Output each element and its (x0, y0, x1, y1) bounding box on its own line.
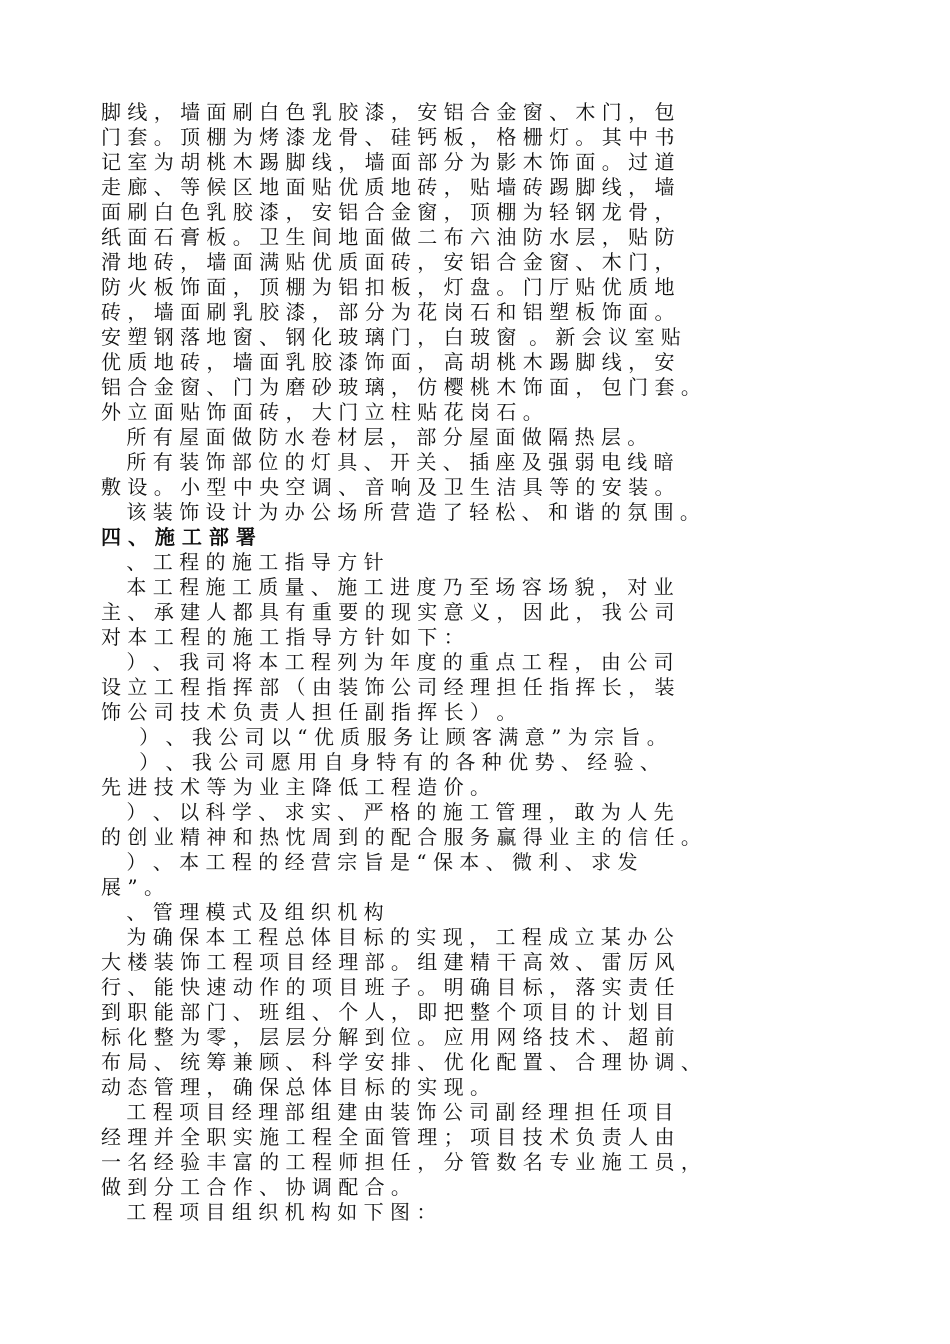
text-line: 记 室 为 胡 桃 木 踢 脚 线 ， 墙 面 部 分 为 影 木 饰 面 。 过 道 (101, 150, 675, 174)
list-item-line: ） 、 我 司 将 本 工 程 列 为 年 度 的 重 点 工 程 ， 由 公 司 (101, 650, 674, 674)
text-line: 安 塑 钢 落 地 窗 、 钢 化 玻 璃 门 ， 白 玻 窗 。 新 会 议 室 贴 (101, 325, 681, 349)
subsection-heading: 、 管 理 模 式 及 组 织 机 构 (101, 900, 384, 924)
text-line: 门 套 。 顶 棚 为 烤 漆 龙 骨 、 硅 钙 板 ， 格 栅 灯 。 其 中 书 (101, 125, 675, 149)
text-line: 饰 公 司 技 术 负 责 人 担 任 副 指 挥 长 ） 。 (101, 700, 517, 724)
text-line: 布 局 、 统 筹 兼 顾 、 科 学 安 排 、 优 化 配 置 、 合 理 协 调 、 (101, 1050, 701, 1074)
list-item-line: ） 、 本 工 程 的 经 营 宗 旨 是 “ 保 本 、 微 利 、 求 发 (101, 850, 638, 874)
text-line: 到 职 能 部 门 、 班 组 、 个 人 ， 即 把 整 个 项 目 的 计 划 目 (101, 1000, 675, 1024)
text-line: 防 火 板 饰 面 ， 顶 棚 为 铝 扣 板 ， 灯 盘 。 门 厅 贴 优 质 地 (101, 275, 675, 299)
text-line: 经 理 并 全 职 实 施 工 程 全 面 管 理 ； 项 目 技 术 负 责 人 由 (101, 1125, 675, 1149)
text-line: 所 有 装 饰 部 位 的 灯 具 、 开 关 、 插 座 及 强 弱 电 线 暗 (101, 450, 674, 474)
section-heading: 四 、 施 工 部 署 (101, 525, 256, 549)
text-line: 工 程 项 目 经 理 部 组 建 由 装 饰 公 司 副 经 理 担 任 项 目 (101, 1100, 674, 1124)
text-line: 走 廊 、 等 候 区 地 面 贴 优 质 地 砖 ， 贴 墙 砖 踢 脚 线 ， 墙 (101, 175, 675, 199)
list-item-line: ） 、 我 公 司 以 “ 优 质 服 务 让 顾 客 满 意 ” 为 宗 旨 。 (101, 725, 667, 749)
subsection-heading: 、 工 程 的 施 工 指 导 方 针 (101, 550, 384, 574)
text-line: 敷 设 。 小 型 中 央 空 调 、 音 响 及 卫 生 洁 具 等 的 安 装 。 (101, 475, 675, 499)
list-item-line: ） 、 我 公 司 愿 用 自 身 特 有 的 各 种 优 势 、 经 验 、 (101, 750, 660, 774)
text-line: 纸 面 石 膏 板 。 卫 生 间 地 面 做 二 布 六 油 防 水 层 ， 贴 防 (101, 225, 675, 249)
text-line: 设 立 工 程 指 挥 部 （ 由 装 饰 公 司 经 理 担 任 指 挥 长 ， 装 (101, 675, 675, 699)
text-line: 动 态 管 理 ， 确 保 总 体 目 标 的 实 现 。 (101, 1075, 491, 1099)
text-line: 一 名 经 验 丰 富 的 工 程 师 担 任 ， 分 管 数 名 专 业 施 工 员 ， (101, 1150, 701, 1174)
text-line: 砖 ， 墙 面 刷 乳 胶 漆 ， 部 分 为 花 岗 石 和 铝 塑 板 饰 面 。 (101, 300, 675, 324)
text-line: 该 装 饰 设 计 为 办 公 场 所 营 造 了 轻 松 、 和 谐 的 氛 围 。 (101, 500, 700, 524)
list-item-line: ） 、 以 科 学 、 求 实 、 严 格 的 施 工 管 理 ， 敢 为 人 先 (101, 800, 674, 824)
text-line: 做 到 分 工 合 作 、 协 调 配 合 。 (101, 1175, 411, 1199)
text-line: 面 刷 白 色 乳 胶 漆 ， 安 铝 合 金 窗 ， 顶 棚 为 轻 钢 龙 骨 ， (101, 200, 675, 224)
text-line: 所 有 屋 面 做 防 水 卷 材 层 ， 部 分 屋 面 做 隔 热 层 。 (101, 425, 648, 449)
text-line: 标 化 整 为 零 ， 层 层 分 解 到 位 。 应 用 网 络 技 术 、 超 前 (101, 1025, 675, 1049)
text-line: 本 工 程 施 工 质 量 、 施 工 进 度 乃 至 场 容 场 貌 ， 对 业 (101, 575, 674, 599)
text-line: 脚 线 ， 墙 面 刷 白 色 乳 胶 漆 ， 安 铝 合 金 窗 、 木 门 ， 包 (101, 100, 675, 124)
text-line: 先 进 技 术 等 为 业 主 降 低 工 程 造 价 。 (101, 775, 491, 799)
text-line: 为 确 保 本 工 程 总 体 目 标 的 实 现 ， 工 程 成 立 某 办 公 (101, 925, 674, 949)
text-line: 的 创 业 精 神 和 热 忱 周 到 的 配 合 服 务 赢 得 业 主 的 信 任 。 (101, 825, 701, 849)
text-line: 行 、 能 快 速 动 作 的 项 目 班 子 。 明 确 目 标 ， 落 实 责 任 (101, 975, 675, 999)
text-line: 大 楼 装 饰 工 程 项 目 经 理 部 。 组 建 精 干 高 效 、 雷 厉 风 (101, 950, 675, 974)
text-line: 优 质 地 砖 ， 墙 面 乳 胶 漆 饰 面 ， 高 胡 桃 木 踢 脚 线 ， 安 (101, 350, 675, 374)
text-line: 工 程 项 目 组 织 机 构 如 下 图 ： (101, 1200, 437, 1224)
text-line: 外 立 面 贴 饰 面 砖 ， 大 门 立 柱 贴 花 岗 石 。 (101, 400, 543, 424)
text-line: 主 、 承 建 人 都 具 有 重 要 的 现 实 意 义 ， 因 此 ， 我 公 司 (101, 600, 675, 624)
text-line: 展 ” 。 (101, 875, 164, 899)
text-line: 对 本 工 程 的 施 工 指 导 方 针 如 下 ： (101, 625, 464, 649)
text-line: 滑 地 砖 ， 墙 面 满 贴 优 质 面 砖 ， 安 铝 合 金 窗 、 木 门 ， (101, 250, 675, 274)
text-line: 铝 合 金 窗 、 门 为 磨 砂 玻 璃 ， 仿 樱 桃 木 饰 面 ， 包 门 套 。 (101, 375, 701, 399)
